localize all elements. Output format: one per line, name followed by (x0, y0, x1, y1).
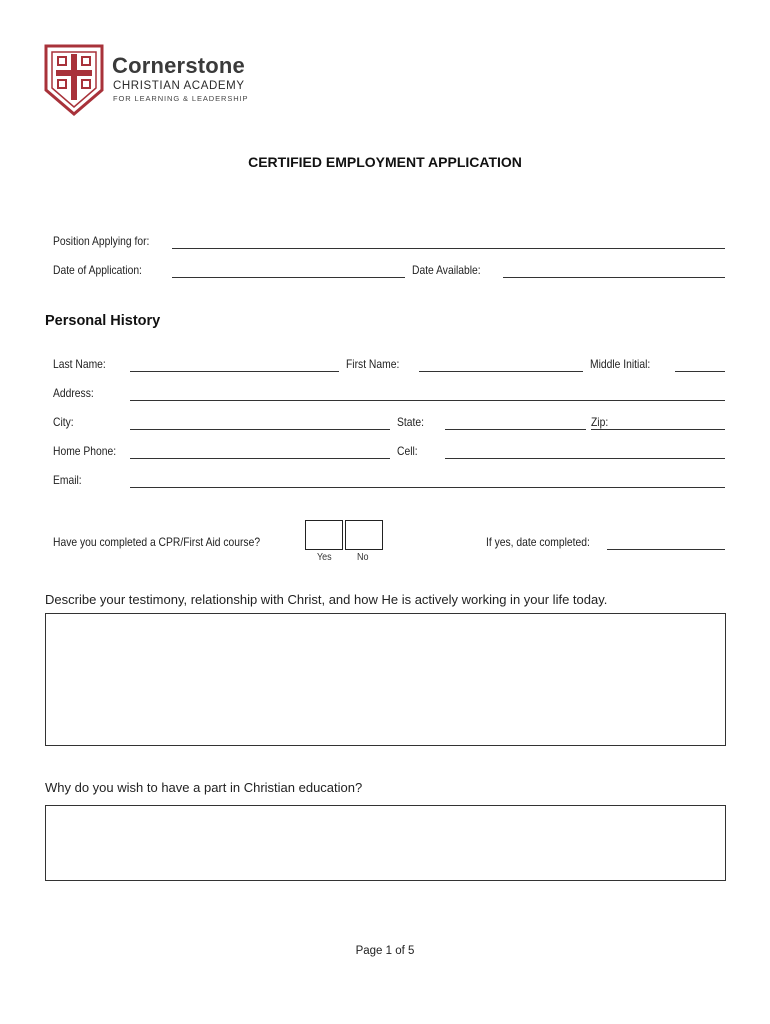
email-field[interactable] (130, 487, 725, 488)
middle-initial-field[interactable] (675, 371, 725, 372)
position-label: Position Applying for: (53, 234, 150, 248)
last-name-label: Last Name: (53, 357, 106, 371)
testimony-textarea[interactable] (45, 613, 726, 746)
address-label: Address: (53, 386, 94, 400)
last-name-field[interactable] (130, 371, 339, 372)
brand-name: Cornerstone (112, 53, 245, 78)
cell-label: Cell: (397, 444, 418, 458)
date-application-field[interactable] (172, 277, 405, 278)
date-available-label: Date Available: (412, 263, 481, 277)
zip-field[interactable] (591, 429, 725, 430)
cpr-date-field[interactable] (607, 549, 725, 550)
if-yes-label: If yes, date completed: (486, 535, 590, 549)
city-label: City: (53, 415, 74, 429)
shield-cross-logo-icon (44, 44, 104, 116)
education-textarea[interactable] (45, 805, 726, 881)
page-number: Page 1 of 5 (355, 945, 415, 957)
middle-initial-label: Middle Initial: (590, 357, 651, 371)
email-label: Email: (53, 473, 82, 487)
brand-subtitle: CHRISTIAN ACADEMY (113, 80, 245, 92)
home-phone-field[interactable] (130, 458, 390, 459)
education-prompt: Why do you wish to have a part in Christian education? (45, 780, 363, 795)
cell-field[interactable] (445, 458, 725, 459)
state-label: State: (397, 415, 424, 429)
state-field[interactable] (445, 429, 586, 430)
home-phone-label: Home Phone: (53, 444, 117, 458)
date-application-label: Date of Application: (53, 263, 142, 277)
first-name-label: First Name: (346, 357, 400, 371)
cpr-no-checkbox[interactable] (345, 520, 383, 550)
brand-tagline: FOR LEARNING & LEADERSHIP (113, 94, 249, 103)
zip-label: Zip: (591, 415, 609, 429)
personal-history-heading: Personal History (45, 313, 161, 329)
cpr-question: Have you completed a CPR/First Aid course? (53, 535, 261, 549)
date-available-field[interactable] (503, 277, 725, 278)
cpr-no-label: No (357, 552, 369, 563)
position-field[interactable] (172, 248, 725, 249)
form-title: CERTIFIED EMPLOYMENT APPLICATION (248, 154, 522, 170)
testimony-prompt: Describe your testimony, relationship with Christ, and how He is actively working in your life today. (45, 592, 608, 607)
first-name-field[interactable] (419, 371, 583, 372)
city-field[interactable] (130, 429, 390, 430)
address-field[interactable] (130, 400, 725, 401)
cpr-yes-label: Yes (317, 552, 332, 563)
cpr-yes-checkbox[interactable] (305, 520, 343, 550)
